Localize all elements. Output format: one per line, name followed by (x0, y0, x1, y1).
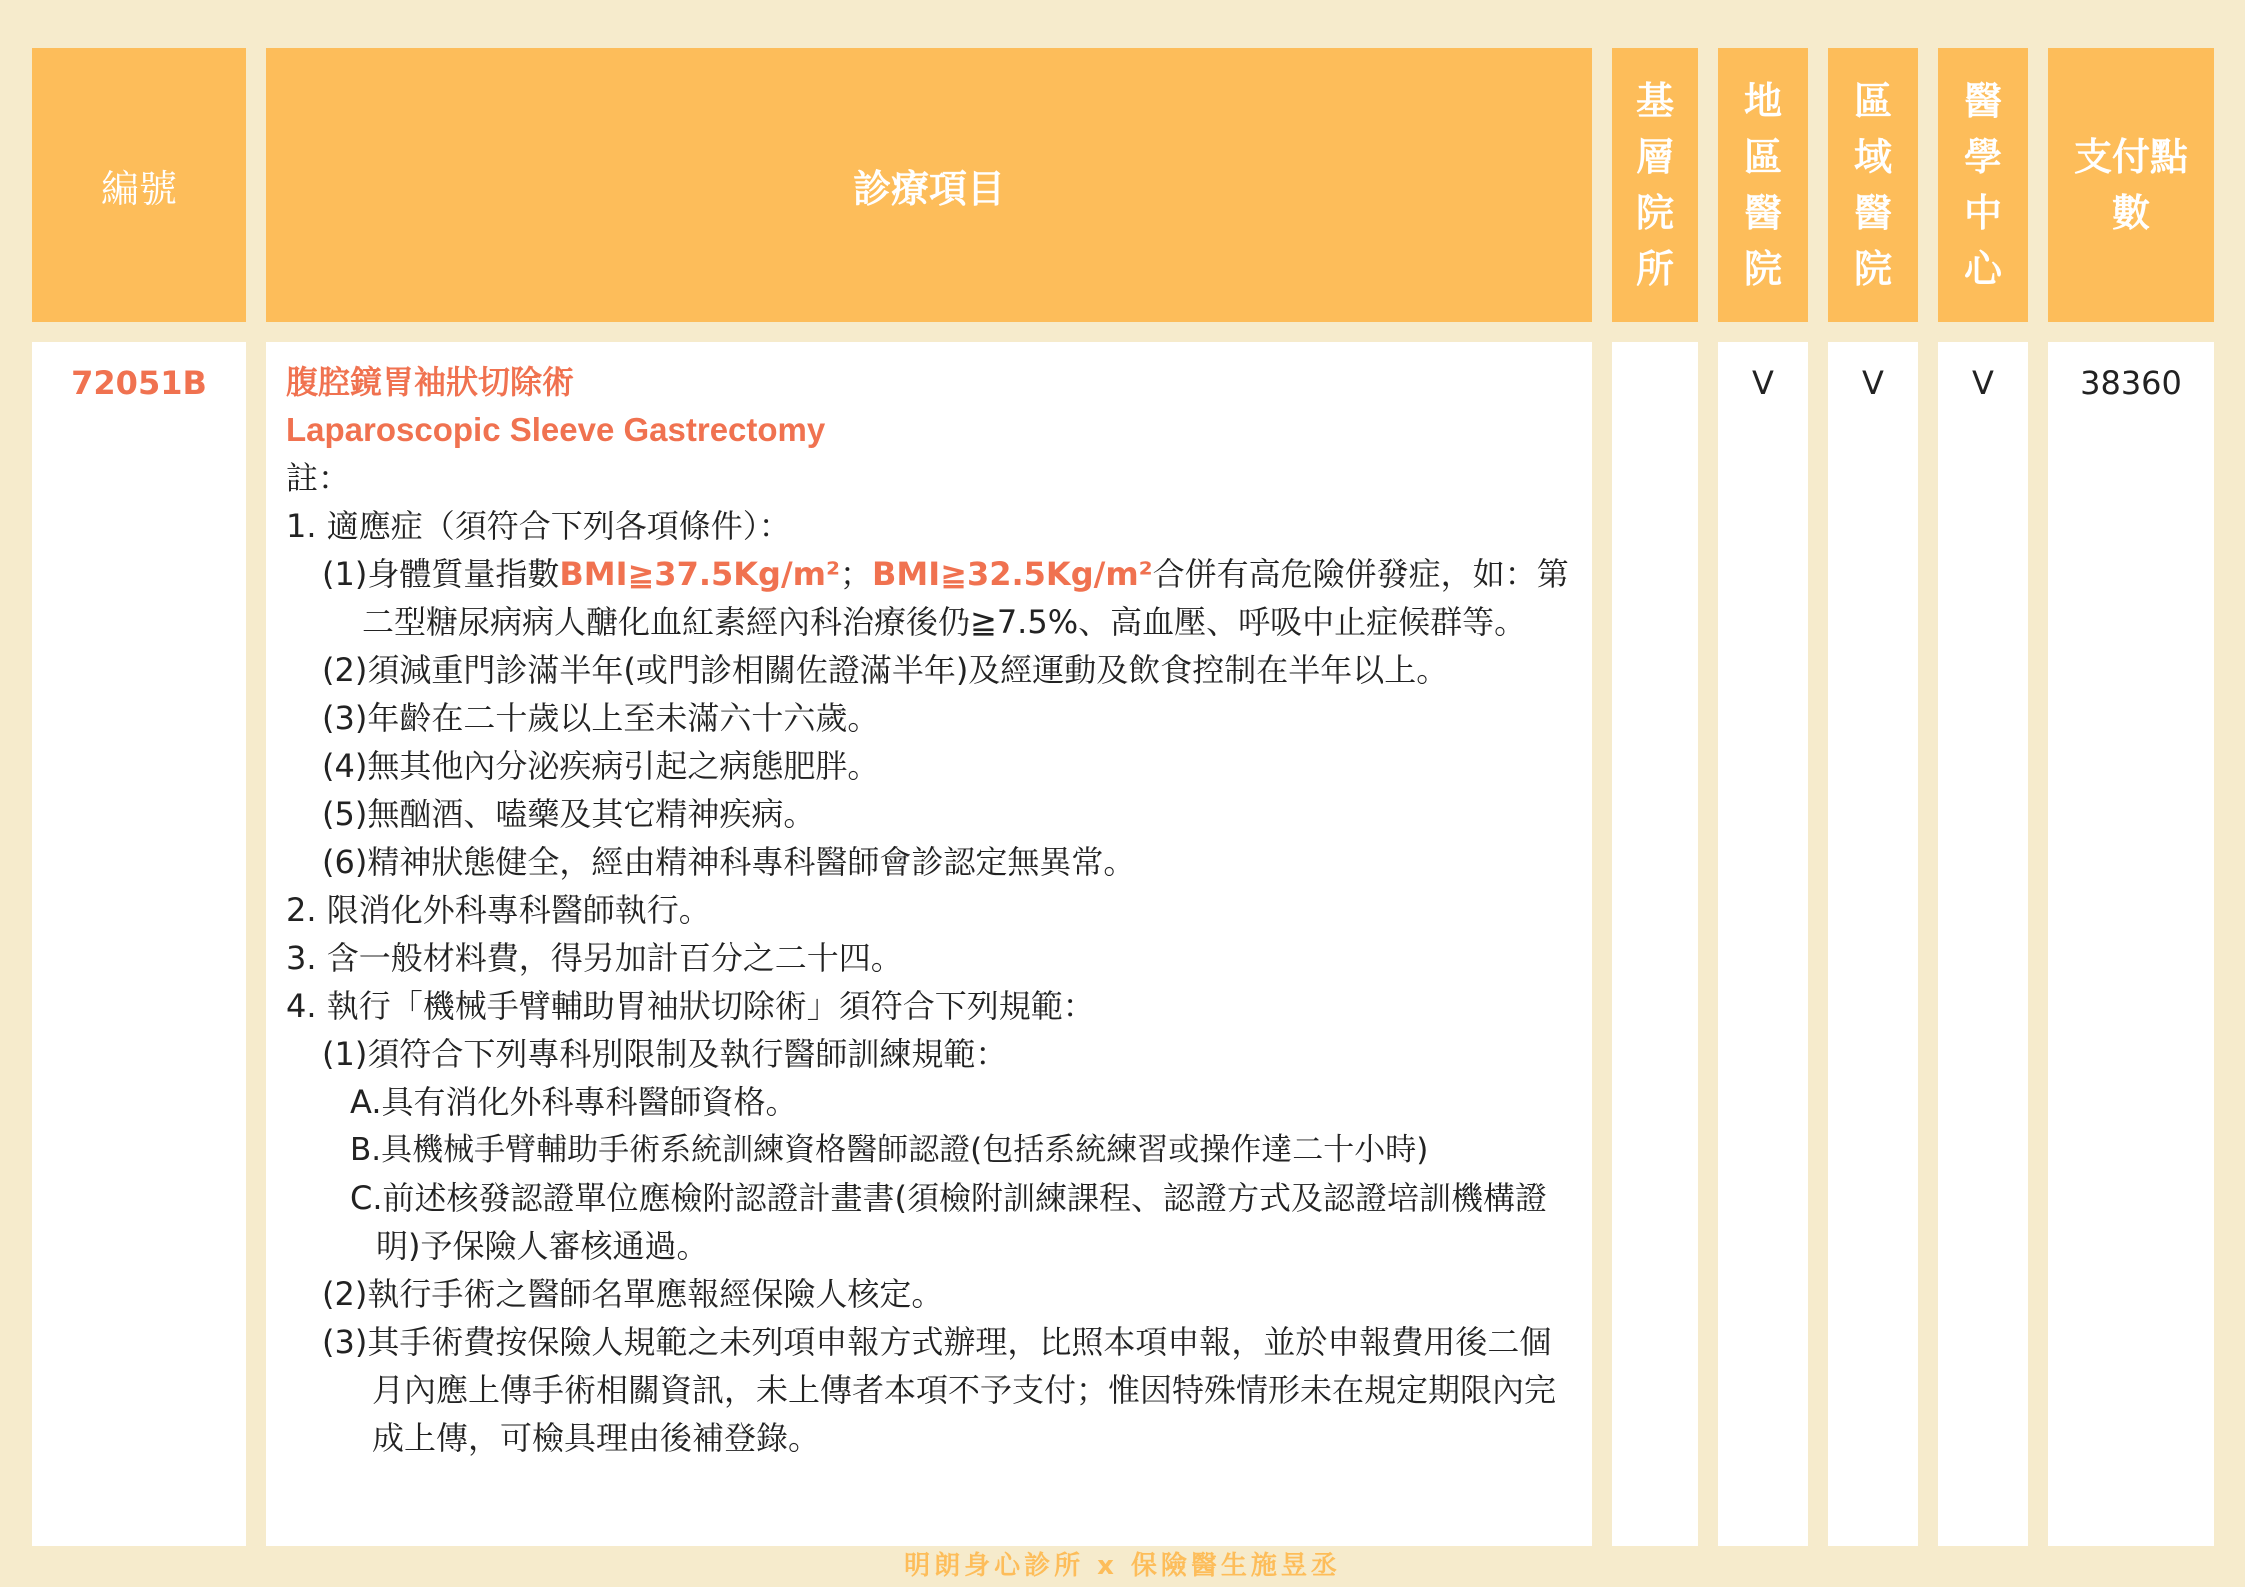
row-district-hospital-cell (1718, 342, 1808, 1546)
note-4-1: (1)須符合下列專科別限制及執行醫師訓練規範： (322, 1035, 1008, 1073)
header-payment-points (2048, 48, 2214, 322)
row-medical-center-mark: V (1972, 364, 1994, 402)
note-4-3: (3)其手術費按保險人規範之未列項申報方式辦理，比照本項申報，並於申報費用後二個月內應上傳手術相關資訊，未上傳者本項不予支付；惟因特殊情形未在規定期限內完成上傳，可檢具理由後補登錄。 (322, 1323, 1557, 1457)
header-medical-center-label: 醫學中心 (1963, 79, 2002, 291)
header-primary-clinic-label: 基層院所 (1635, 79, 1674, 291)
header-item-label: 診療項目 (852, 166, 1005, 211)
header-regional-hospital (1828, 48, 1918, 322)
note-4-1-a: A.具有消化外科專科醫師資格。 (350, 1083, 798, 1121)
note-1-4: (4)無其他內分泌疾病引起之病態肥胖。 (322, 747, 880, 785)
note-1-1 (286, 550, 1576, 646)
note-1-3: (3)年齡在二十歲以上至未滿六十六歲。 (322, 699, 880, 737)
note-1-1-sep: ； (840, 555, 873, 593)
note-1-1-post: 合併有高危險併發症， (1152, 555, 1473, 593)
note-4-1-b: B.具機械手臂輔助手術系統訓練資格醫師認證(包括系統練習或操作達二十小時) (350, 1132, 1429, 1168)
item-title-en: Laparoscopic Sleeve Gastrectomy (286, 411, 826, 448)
footer-credit: 明朗身心診所 x 保險醫生施昱丞 (904, 1551, 1341, 1581)
note-1-1-bmi-low: BMI≧32.5Kg/m² (872, 555, 1153, 593)
row-regional-hospital-cell (1828, 342, 1918, 1546)
note-1-1-cont: 如：第二型糖尿病病人醣化血紅素經內科治療後仍≧7.5%、高血壓、呼吸中止症候群等。 (362, 555, 1569, 641)
item-title-zh: 腹腔鏡胃袖狀切除術 (286, 363, 575, 401)
row-item-cell (266, 342, 1592, 1546)
header-primary-clinic (1612, 48, 1698, 322)
header-code (32, 48, 246, 322)
row-payment-points-cell (2048, 342, 2214, 1546)
header-code-label: 編號 (100, 166, 177, 211)
note-3: 3. 含一般材料費，得另加計百分之二十四。 (286, 939, 903, 977)
note-1-1-bmi-high: BMI≧37.5Kg/m² (559, 555, 840, 593)
row-code-cell (32, 342, 246, 1546)
note-4-1-c: C.前述核發認證單位應檢附認證計畫書(須檢附訓練課程、認證方式及認證培訓機構證明)予保險人審核通過。 (350, 1179, 1548, 1265)
row-primary-clinic-cell (1612, 342, 1698, 1546)
header-district-hospital-label: 地區醫院 (1743, 79, 1782, 291)
header-regional-hospital-label: 區域醫院 (1853, 79, 1892, 291)
row-code: 72051B (71, 364, 207, 402)
notes-label: 註： (286, 459, 351, 497)
note-1-5: (5)無酗酒、嗑藥及其它精神疾病。 (322, 795, 816, 833)
note-1-1-pre: (1)身體質量指數 (322, 555, 560, 593)
note-4-2: (2)執行手術之醫師名單應報經保險人核定。 (322, 1275, 944, 1313)
note-1-6: (6)精神狀態健全，經由精神科專科醫師會診認定無異常。 (322, 843, 1136, 881)
header-district-hospital (1718, 48, 1808, 322)
row-item-content (286, 358, 1576, 1462)
row-medical-center-cell (1938, 342, 2028, 1546)
note-1: 1. 適應症（須符合下列各項條件）： (286, 507, 791, 545)
header-medical-center (1938, 48, 2028, 322)
row-payment-points: 38360 (2080, 364, 2182, 402)
header-item (266, 48, 1592, 322)
note-2: 2. 限消化外科專科醫師執行。 (286, 891, 711, 929)
row-regional-hospital-mark: V (1862, 364, 1884, 402)
note-4: 4. 執行「機械手臂輔助胃袖狀切除術」須符合下列規範： (286, 987, 1095, 1025)
row-district-hospital-mark: V (1752, 364, 1774, 402)
note-1-2: (2)須減重門診滿半年(或門診相關佐證滿半年)及經運動及飲食控制在半年以上。 (322, 651, 1449, 689)
header-payment-points-label: 支付點數 (2073, 135, 2188, 235)
